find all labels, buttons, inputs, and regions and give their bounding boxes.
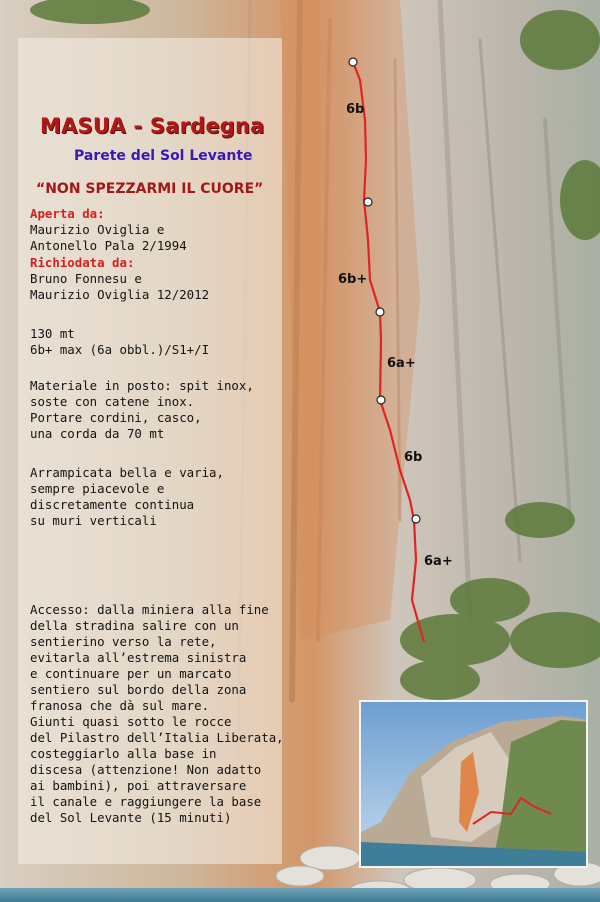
pitch-grade-1: 6b <box>346 102 365 117</box>
gear-line: Portare cordini, casco, <box>30 410 202 425</box>
gear-line: soste con catene inox. <box>30 394 195 409</box>
access-line: sentierino verso la rete, <box>30 634 217 649</box>
gear-line: una corda da 70 mt <box>30 426 165 441</box>
pitch-grade-5: 6a+ <box>424 554 453 569</box>
description-line: sempre piacevole e <box>30 481 165 496</box>
description-line: su muri verticali <box>30 513 157 528</box>
gear-line: Materiale in posto: spit inox, <box>30 378 254 393</box>
belay-station-3 <box>376 308 384 316</box>
belay-station-1 <box>349 58 357 66</box>
approach-inset-photo <box>359 700 588 868</box>
belay-station-5 <box>412 515 420 523</box>
access-line: franosa che dà sul mare. <box>30 698 210 713</box>
wall-name: Parete del Sol Levante <box>74 148 253 164</box>
pitch-grade-3: 6a+ <box>387 356 416 371</box>
access-line: costeggiarlo alla base in <box>30 746 217 761</box>
access-line: il canale e raggiungere la base <box>30 794 262 809</box>
route-length: 130 mt <box>30 326 75 341</box>
opened-by-line: Antonello Pala 2/1994 <box>30 238 187 253</box>
access-line: del Pilastro dell’Italia Liberata, <box>30 730 284 745</box>
belay-station-2 <box>364 198 372 206</box>
access-line: discesa (attenzione! Non adatto <box>30 762 262 777</box>
description-line: Arrampicata bella e varia, <box>30 465 224 480</box>
access-line: sentiero sul bordo della zona <box>30 682 247 697</box>
access-line: della stradina salire con un <box>30 618 239 633</box>
repeated-label: Richiodata da: <box>30 255 135 270</box>
opened-label: Aperta da: <box>30 206 105 221</box>
access-line: Accesso: dalla miniera alla fine <box>30 602 269 617</box>
repeated-by-line: Maurizio Oviglia 12/2012 <box>30 287 210 302</box>
access-line: evitarla all’estrema sinistra <box>30 650 247 665</box>
access-line: ai bambini), poi attraversare <box>30 778 247 793</box>
access-line: Giunti quasi sotto le rocce <box>30 714 232 729</box>
description-line: discretamente continua <box>30 497 195 512</box>
route-grade: 6b+ max (6a obbl.)/S1+/I <box>30 342 210 357</box>
belay-station-4 <box>377 396 385 404</box>
route-name: “NON SPEZZARMI IL CUORE” <box>36 181 264 197</box>
access-line: e continuare per un marcato <box>30 666 232 681</box>
pitch-grade-4: 6b <box>404 450 423 465</box>
page-title: MASUA - Sardegna <box>40 114 265 138</box>
repeated-by-line: Bruno Fonnesu e <box>30 271 142 286</box>
access-line: del Sol Levante (15 minuti) <box>30 810 232 825</box>
opened-by-line: Maurizio Oviglia e <box>30 222 165 237</box>
pitch-grade-2: 6b+ <box>338 272 368 287</box>
